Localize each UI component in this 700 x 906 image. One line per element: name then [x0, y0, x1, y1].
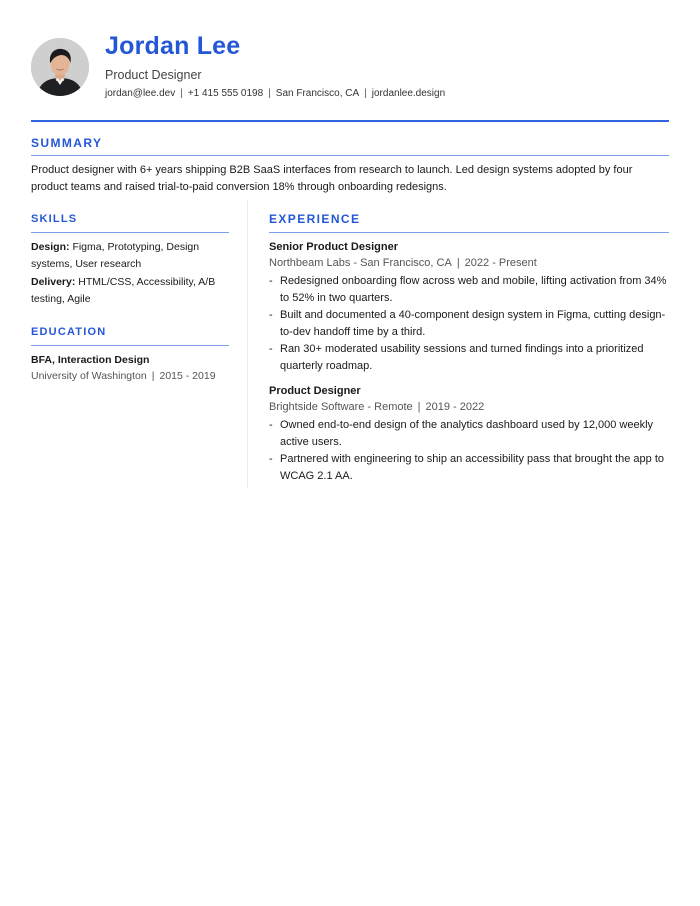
- contact-location: San Francisco, CA: [275, 88, 360, 99]
- section-divider: [31, 345, 229, 346]
- bullet-text: Built and documented a 40-component design system in Figma, cutting design-to-dev handoff time by a third.: [280, 309, 666, 338]
- job-dates: 2019 - 2022: [425, 401, 485, 413]
- education-meta: [31, 369, 229, 383]
- skill-label: Delivery:: [31, 276, 76, 288]
- job-company: Northbeam Labs - San Francisco, CA: [269, 257, 452, 269]
- education-school: University of Washington: [31, 370, 147, 382]
- bullet-marker: -: [269, 309, 273, 321]
- job-dates: 2022 - Present: [464, 257, 537, 269]
- job-entry: [269, 240, 669, 374]
- job-bullets: [269, 417, 669, 484]
- left-column: [31, 212, 229, 383]
- summary-heading: SUMMARY: [31, 136, 103, 150]
- header-divider: [31, 120, 669, 122]
- person-photo-icon: [31, 38, 89, 96]
- experience-heading: EXPERIENCE: [269, 212, 361, 226]
- skill-label: Design:: [31, 241, 70, 253]
- contact-separator: |: [364, 88, 367, 99]
- bullet-item: [269, 417, 669, 450]
- education-heading: EDUCATION: [31, 326, 107, 338]
- skills-section: [31, 212, 229, 308]
- candidate-name: Jordan Lee: [105, 32, 241, 60]
- education-section: [31, 325, 229, 383]
- bullet-marker: -: [269, 343, 273, 355]
- bullet-text: Owned end-to-end design of the analytics dashboard used by 12,000 weekly active users.: [280, 419, 654, 448]
- section-divider: [269, 232, 669, 233]
- job-meta: [269, 400, 669, 415]
- skill-item: [31, 239, 229, 273]
- skill-value: HTML/CSS, Accessibility, A/B testing, Agile: [31, 276, 216, 305]
- section-divider: [31, 232, 229, 233]
- job-entry: [269, 384, 669, 484]
- bullet-marker: -: [269, 453, 273, 465]
- bullet-text: Ran 30+ moderated usability sessions and turned findings into a prioritized quarterly roadmap.: [280, 343, 644, 372]
- section-divider: [31, 155, 669, 156]
- job-title: Product Designer: [269, 385, 361, 397]
- job-company: Brightside Software - Remote: [269, 401, 413, 413]
- contact-phone: +1 415 555 0198: [187, 88, 264, 99]
- skills-heading: SKILLS: [31, 213, 78, 225]
- skill-value: Figma, Prototyping, Design systems, User research: [31, 241, 200, 270]
- experience-section: [269, 212, 669, 485]
- contact-line: [105, 87, 445, 100]
- job-title: Senior Product Designer: [269, 241, 398, 253]
- education-separator: |: [151, 370, 155, 382]
- education-degree: BFA, Interaction Design: [31, 354, 150, 366]
- bullet-marker: -: [269, 419, 273, 431]
- resume-header: [31, 32, 671, 102]
- job-bullets: [269, 273, 669, 374]
- job-meta: [269, 256, 669, 271]
- contact-email[interactable]: jordan@lee.dev: [105, 88, 176, 99]
- summary-section: [31, 136, 669, 195]
- job-separator: |: [456, 257, 460, 269]
- bullet-marker: -: [269, 275, 273, 287]
- summary-text: Product designer with 6+ years shipping B2B SaaS interfaces from research to launch. Led design systems adopted by four product teams and raised trial-to-paid conversion 18% through onboarding redesigns.: [31, 164, 633, 193]
- bullet-item: [269, 273, 669, 306]
- education-years: 2015 - 2019: [159, 370, 216, 382]
- candidate-role: Product Designer: [105, 68, 202, 82]
- skill-item: [31, 274, 229, 308]
- bullet-item: [269, 451, 669, 484]
- bullet-item: [269, 307, 669, 340]
- contact-separator: |: [268, 88, 271, 99]
- column-divider: [247, 200, 248, 488]
- contact-separator: |: [180, 88, 183, 99]
- bullet-text: Partnered with engineering to ship an accessibility pass that brought the app to WCAG 2.1 AA.: [280, 453, 665, 482]
- bullet-text: Redesigned onboarding flow across web and mobile, lifting activation from 34% to 52% in two quarters.: [280, 275, 667, 304]
- job-separator: |: [417, 401, 421, 413]
- contact-website[interactable]: jordanlee.design: [371, 88, 446, 99]
- bullet-item: [269, 341, 669, 374]
- skills-list: [31, 239, 229, 308]
- avatar: [31, 38, 89, 96]
